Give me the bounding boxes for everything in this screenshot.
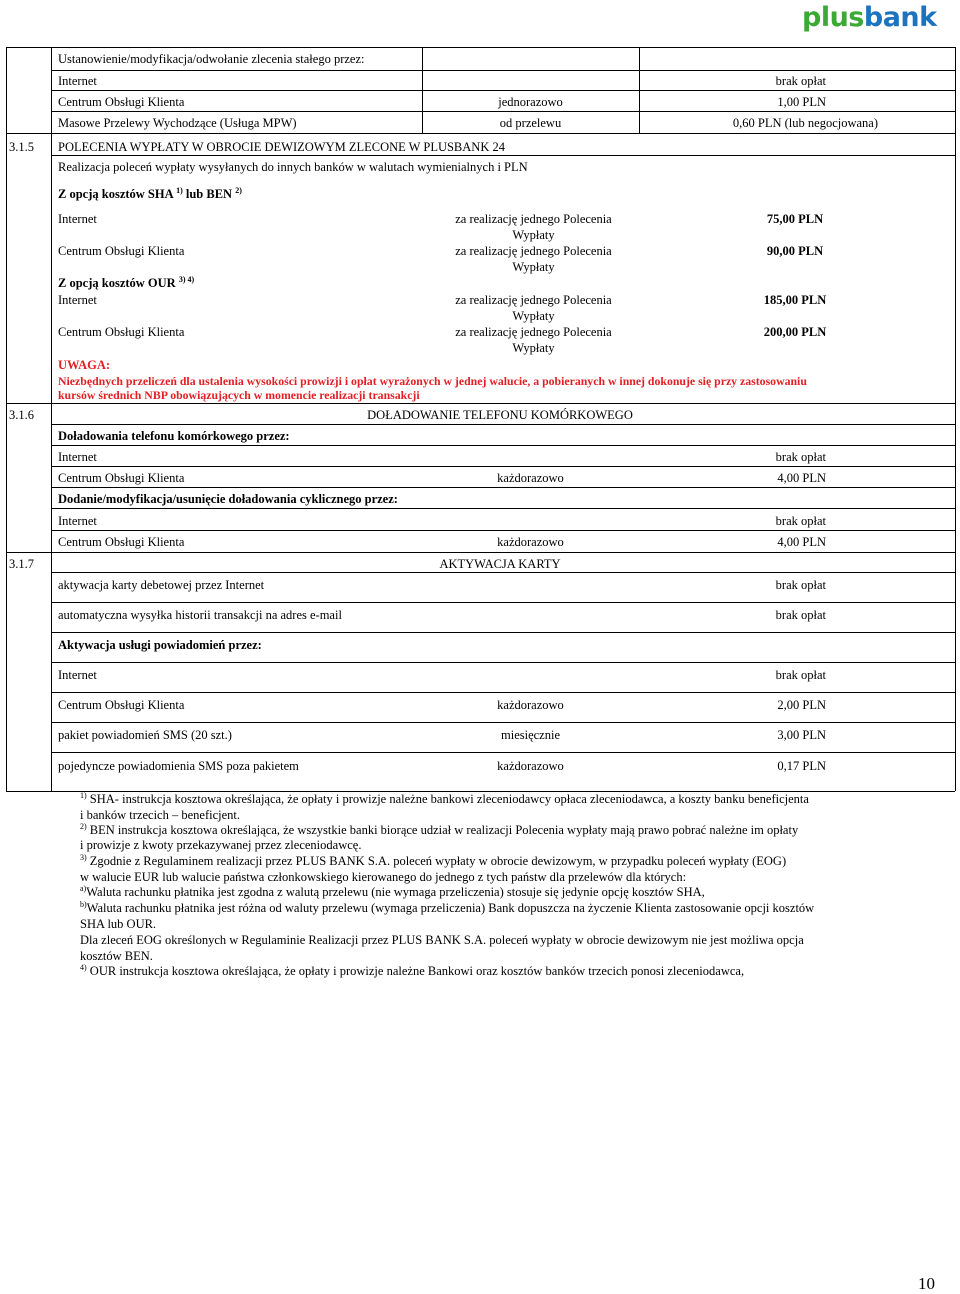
table-cell: 2,00 PLN	[777, 698, 826, 712]
table-cell: każdorazowo	[497, 759, 564, 773]
footnote-1: $^{1)}$ SHA- instrukcja kosztowa określająca, że opłaty i prowizje należne bankowi zleceniodawcy opłaca zleceniodawca, a koszty banku beneficjenta	[80, 790, 809, 806]
table-cell: 200,00 PLN	[763, 325, 827, 339]
subsection-title: Dodanie/modyfikacja/usunięcie doładowania cyklicznego przez:	[58, 492, 398, 506]
table-cell: 0,60 PLN (lub negocjowana)	[732, 116, 878, 130]
table-cell: Centrum Obsługi Klienta	[58, 95, 185, 109]
table-cell: Wypłaty	[512, 341, 555, 355]
table-right-border	[955, 47, 956, 791]
row-divider	[51, 508, 955, 509]
section-subtitle: Realizacja poleceń wypłaty wysyłanych do innych banków w walutach wymienialnych i PLN	[58, 160, 528, 174]
table-cell: Centrum Obsługi Klienta	[58, 535, 185, 549]
our-option-label: Z opcją kosztów OUR $^{3) 4)}$	[58, 274, 195, 290]
table-cell: za realizację jednego Polecenia	[455, 244, 612, 258]
footnote-text: i prowizje z kwoty przekazywanej przez zleceniodawcę.	[80, 838, 362, 852]
row-divider	[6, 133, 955, 134]
row-divider	[51, 602, 955, 603]
table-cell: 1,00 PLN	[777, 95, 826, 109]
table-left-border	[6, 47, 7, 791]
table-cell: automatyczna wysyłka historii transakcji na adres e-mail	[58, 608, 342, 622]
footnote-2: $^{2)}$ BEN instrukcja kosztowa określająca, że wszystkie banki biorące udział w realizacji Polecenia wypłaty mają prawo pobrać należne im opłaty	[80, 821, 799, 837]
table-cell: Wypłaty	[512, 309, 555, 323]
warning-text: Niezbędnych przeliczeń dla ustalenia wysokości prowizji i opłat wyrażonych w jednej walucie, a pobieranych w innej dokonuje się przy zastosowaniu	[58, 374, 807, 388]
row-divider	[51, 692, 955, 693]
row-divider	[51, 70, 955, 71]
row-divider	[6, 403, 955, 404]
section-number: 3.1.7	[9, 557, 34, 571]
table-cell: Masowe Przelewy Wychodzące (Usługa MPW)	[58, 116, 297, 130]
number-column-divider	[51, 47, 52, 791]
table-cell: Internet	[58, 74, 97, 88]
row-divider	[51, 487, 955, 488]
table-cell: każdorazowo	[497, 471, 564, 485]
footnote-4: $^{4)}$ OUR instrukcja kosztowa określająca, że opłaty i prowizje należne Bankowi oraz kosztów banków trzecich ponosi zleceniodawca,	[80, 962, 745, 978]
subsection-title: Doładowania telefonu komórkowego przez:	[58, 429, 290, 443]
table-cell: za realizację jednego Polecenia	[455, 212, 612, 226]
table-cell: za realizację jednego Polecenia	[455, 325, 612, 339]
warning-title: UWAGA:	[58, 358, 111, 372]
table-cell: Centrum Obsługi Klienta	[58, 471, 185, 485]
table-cell: Centrum Obsługi Klienta	[58, 325, 185, 339]
table-cell: 90,00 PLN	[766, 244, 824, 258]
table-top-border	[6, 47, 955, 48]
table-cell: Internet	[58, 293, 97, 307]
table-cell: 185,00 PLN	[763, 293, 827, 307]
table-cell: 4,00 PLN	[777, 535, 826, 549]
plusbank-logo: plusbank	[802, 2, 937, 33]
section-title: AKTYWACJA KARTY	[439, 557, 561, 571]
row-divider	[51, 424, 955, 425]
footnote-text: Dla zleceń EOG określonych w Regulaminie Realizacji przez PLUS BANK S.A. poleceń wypłaty w obrocie dewizowym nie jest możliwa opcja	[80, 933, 804, 947]
table-cell: każdorazowo	[497, 535, 564, 549]
table-cell: Centrum Obsługi Klienta	[58, 698, 185, 712]
row-divider	[51, 530, 955, 531]
page-number: 10	[918, 1274, 935, 1293]
table-cell: Internet	[58, 212, 97, 226]
table-cell: jednorazowo	[498, 95, 563, 109]
table-cell: brak opłat	[775, 668, 826, 682]
row-divider	[51, 155, 955, 156]
table-cell: 75,00 PLN	[766, 212, 824, 226]
row-divider	[51, 572, 955, 573]
footnote-b: $^{b)}$Waluta rachunku płatnika jest różna od waluty przelewu (wymaga przeliczenia) Bank dopuszcza na życzenie Klienta zastosowanie opcji kosztów	[80, 899, 815, 915]
table-cell: 3,00 PLN	[777, 728, 826, 742]
logo-bank-text: bank	[863, 2, 937, 33]
row-divider	[51, 752, 955, 753]
table-cell: brak opłat	[775, 514, 826, 528]
footnote-text: w walucie EUR lub walucie państwa członkowskiego kierowanego do jednego z tych państw dla przelewów dla których:	[80, 870, 687, 884]
table-cell: miesięcznie	[501, 728, 560, 742]
table-cell: Internet	[58, 514, 97, 528]
section-title: POLECENIA WYPŁATY W OBROCIE DEWIZOWYM ZLECONE W PLUSBANK 24	[58, 140, 505, 154]
sha-option-label: Z opcją kosztów SHA $^{1)}$ lub BEN $^{2)}$	[58, 185, 242, 201]
footnote-a: $^{a)}$Waluta rachunku płatnika jest zgodna z walutą przelewu (nie wymaga przeliczenia) stosuje się jedynie opcję kosztów SHA,	[80, 883, 705, 899]
table-cell: 0,17 PLN	[777, 759, 826, 773]
table-cell: brak opłat	[775, 578, 826, 592]
table-cell: pakiet powiadomień SMS (20 szt.)	[58, 728, 232, 742]
row-divider	[51, 662, 955, 663]
row-divider	[51, 111, 955, 112]
table-cell: Internet	[58, 668, 97, 682]
footnote-text: i banków trzecich – beneficjent.	[80, 808, 240, 822]
table-cell: Internet	[58, 450, 97, 464]
row-divider	[51, 722, 955, 723]
section-number: 3.1.5	[9, 140, 34, 154]
subsection-title: Aktywacja usługi powiadomień przez:	[58, 638, 262, 652]
table-cell: za realizację jednego Polecenia	[455, 293, 612, 307]
row-divider	[51, 90, 955, 91]
table-cell: 4,00 PLN	[777, 471, 826, 485]
table-cell: Wypłaty	[512, 260, 555, 274]
table-cell: Centrum Obsługi Klienta	[58, 244, 185, 258]
table-cell: brak opłat	[775, 74, 826, 88]
footnote-3: $^{3)}$ Zgodnie z Regulaminem realizacji przez PLUS BANK S.A. poleceń wypłaty w obrocie dewizowym, w przypadku poleceń wypłaty (EOG)	[80, 852, 787, 868]
table-cell: brak opłat	[775, 450, 826, 464]
table-cell: Wypłaty	[512, 228, 555, 242]
table-cell: każdorazowo	[497, 698, 564, 712]
warning-text: kursów średnich NBP obowiązujących w momencie realizacji transakcji	[58, 388, 420, 402]
row-divider	[51, 632, 955, 633]
section-number: 3.1.6	[9, 408, 34, 422]
section-title: DOŁADOWANIE TELEFONU KOMÓRKOWEGO	[367, 408, 633, 422]
row-divider	[6, 552, 955, 553]
table-cell: aktywacja karty debetowej przez Internet	[58, 578, 265, 592]
row-divider	[51, 466, 955, 467]
footnote-text: kosztów BEN.	[80, 949, 153, 963]
footnote-text: SHA lub OUR.	[80, 917, 157, 931]
table-cell: brak opłat	[775, 608, 826, 622]
table-cell: pojedyncze powiadomienia SMS poza pakietem	[58, 759, 299, 773]
table-cell: od przelewu	[499, 116, 562, 130]
row-divider	[51, 445, 955, 446]
section-title: Ustanowienie/modyfikacja/odwołanie zlecenia stałego przez:	[58, 52, 365, 66]
